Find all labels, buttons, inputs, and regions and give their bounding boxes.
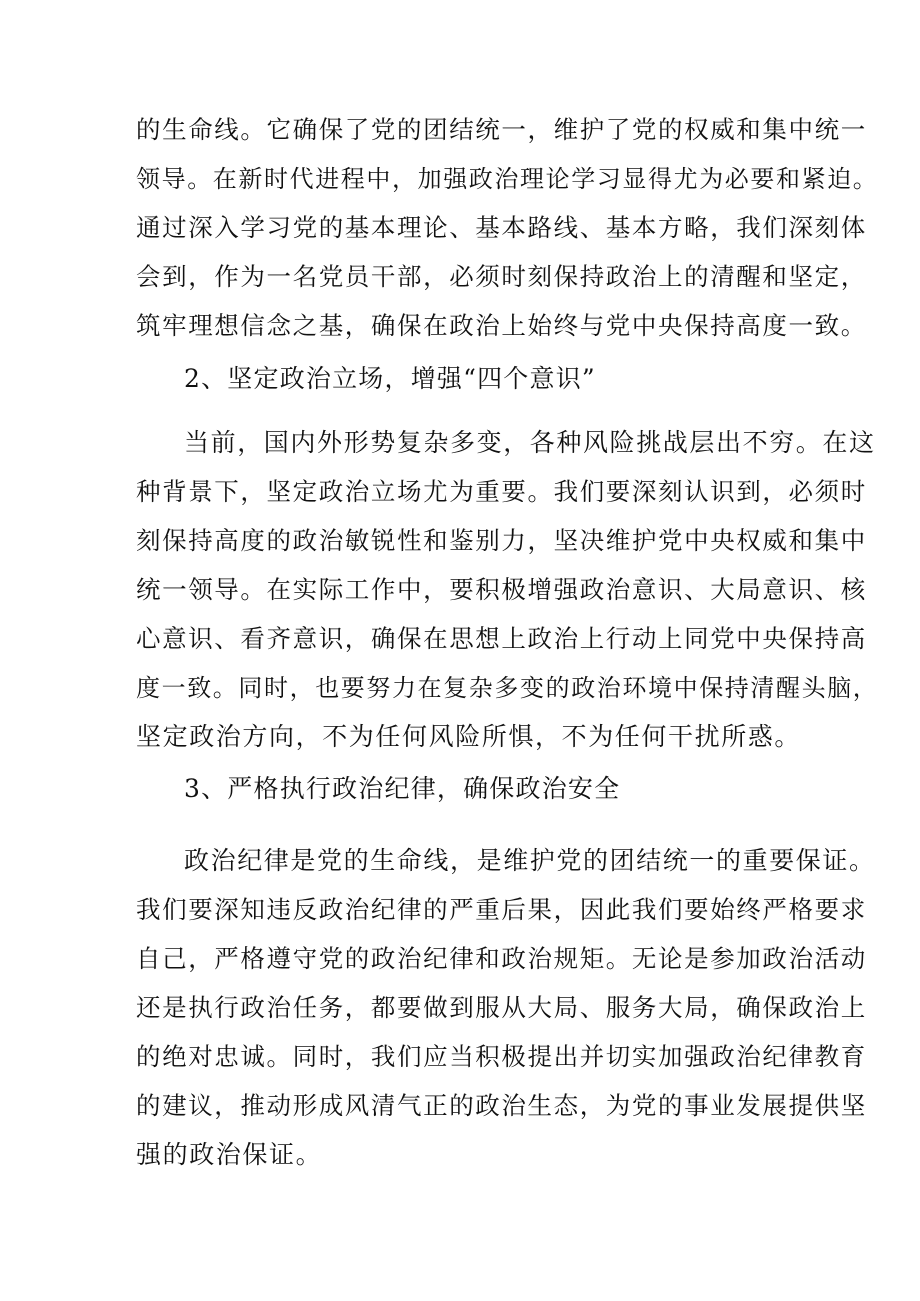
paragraph-line: 领导。在新时代进程中，加强政治理论学习显得尤为必要和紧迫。 (136, 165, 879, 193)
section-heading-3: 3、严格执行政治纪律，确保政治安全 (184, 774, 621, 803)
paragraph-line: 当前，国内外形势复杂多变，各种风险挑战层出不穷。在这 (184, 428, 876, 457)
paragraph-line: 的绝对忠诚。同时，我们应当积极提出并切实加强政治纪律教育 (136, 1042, 867, 1071)
paragraph-line: 还是执行政治任务，都要做到服从大局、服务大局，确保政治上 (136, 993, 867, 1022)
paragraph-line: 统一领导。在实际工作中，要积极增强政治意识、大局意识、核 (136, 575, 867, 604)
paragraph-line: 我们要深知违反政治纪律的严重后果，因此我们要始终严格要求 (136, 895, 867, 924)
paragraph-line: 会到，作为一名党员干部，必须时刻保持政治上的清醒和坚定， (136, 262, 867, 291)
paragraph-line: 的建议，推动形成风清气正的政治生态，为党的事业发展提供坚 (136, 1091, 867, 1120)
paragraph-line: 坚定政治方向，不为任何风险所惧，不为任何干扰所惑。 (136, 722, 802, 751)
paragraph-line: 的生命线。它确保了党的团结统一，维护了党的权威和集中统一 (136, 115, 867, 144)
paragraph-line: 度一致。同时，也要努力在复杂多变的政治环境中保持清醒头脑， (136, 674, 879, 702)
section-heading-2: 2、坚定政治立场，增强“四个意识” (184, 364, 596, 393)
paragraph-line: 通过深入学习党的基本理论、基本路线、基本方略，我们深刻体 (136, 213, 867, 242)
paragraph-line: 政治纪律是党的生命线，是维护党的团结统一的重要保证。 (184, 846, 876, 875)
paragraph-line: 筑牢理想信念之基，确保在政治上始终与党中央保持高度一致。 (136, 311, 867, 340)
paragraph-line: 种背景下，坚定政治立场尤为重要。我们要深刻认识到，必须时 (136, 477, 867, 506)
paragraph-line: 强的政治保证。 (136, 1140, 323, 1169)
paragraph-line: 心意识、看齐意识，确保在思想上政治上行动上同党中央保持高 (136, 624, 867, 653)
paragraph-line: 自己，严格遵守党的政治纪律和政治规矩。无论是参加政治活动 (136, 944, 867, 973)
paragraph-line: 刻保持高度的政治敏锐性和鉴别力，坚决维护党中央权威和集中 (136, 526, 867, 555)
